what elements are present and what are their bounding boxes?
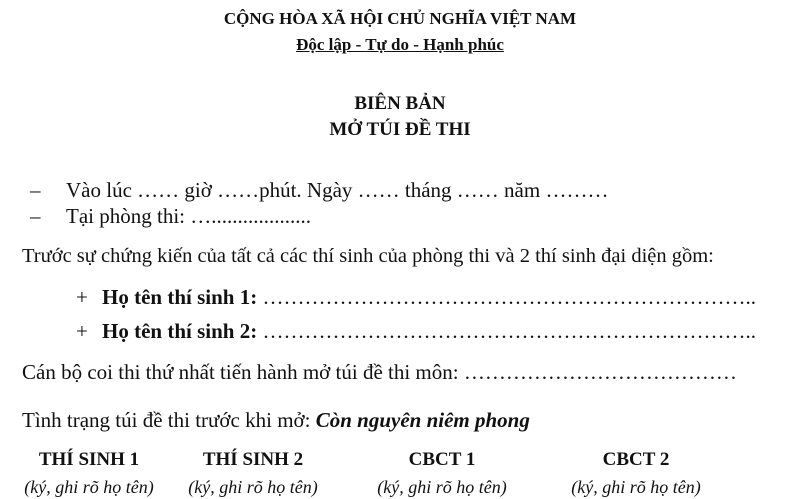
status-value: Còn nguyên niêm phong <box>315 408 530 432</box>
candidate1-value: …………………………………………………………….. <box>257 285 756 309</box>
signature-note: (ký, ghi rõ họ tên) <box>377 477 507 497</box>
dash-bullet: – <box>30 178 41 202</box>
candidate1-label: Họ tên thí sinh 1: <box>102 285 258 309</box>
signature-block-supervisor1 <box>357 448 527 499</box>
nation-heading: CỘNG HÒA XÃ HỘI CHỦ NGHĨA VIỆT NAM <box>223 9 577 28</box>
motto-text: Độc lập - Tự do - Hạnh phúc <box>296 35 504 54</box>
signature-block-candidate1 <box>4 448 174 499</box>
signature-block-supervisor2 <box>551 448 721 499</box>
witness-line: Trước sự chứng kiến của tất cả các thí sinh của phòng thi và 2 thí sinh đại diện gồm: <box>22 245 714 267</box>
signature-block-candidate2 <box>168 448 338 499</box>
candidate2-label: Họ tên thí sinh 2: <box>102 319 258 343</box>
signature-note: (ký, ghi rõ họ tên) <box>24 477 154 497</box>
motto <box>0 33 800 57</box>
room-text: Tại phòng thi: …................... <box>66 204 311 228</box>
candidate2-value: …………………………………………………………….. <box>257 319 756 343</box>
status-line <box>22 408 530 432</box>
status-label: Tình trạng túi đề thi trước khi mở: <box>22 408 316 432</box>
signature-title: THÍ SINH 1 <box>38 449 140 470</box>
signature-title: THÍ SINH 2 <box>202 449 304 470</box>
signature-note: (ký, ghi rõ họ tên) <box>188 477 318 497</box>
signature-title: CBCT 1 <box>408 449 476 470</box>
document-subtitle: MỞ TÚI ĐỀ THI <box>329 119 471 140</box>
signature-note: (ký, ghi rõ họ tên) <box>571 477 701 497</box>
room-line <box>30 204 311 228</box>
dash-bullet: – <box>30 204 41 228</box>
time-line <box>30 178 608 202</box>
time-text: Vào lúc …… giờ ……phút. Ngày …… tháng …… năm ……… <box>66 178 609 202</box>
plus-bullet: + <box>76 319 88 343</box>
subject-line: Cán bộ coi thi thứ nhất tiến hành mở túi đề thi môn: ………………………………… <box>22 360 737 384</box>
candidate1-line <box>76 285 756 309</box>
document-title: BIÊN BẢN <box>354 93 446 114</box>
signature-title: CBCT 2 <box>602 449 670 470</box>
plus-bullet: + <box>76 285 88 309</box>
candidate2-line <box>76 319 756 343</box>
